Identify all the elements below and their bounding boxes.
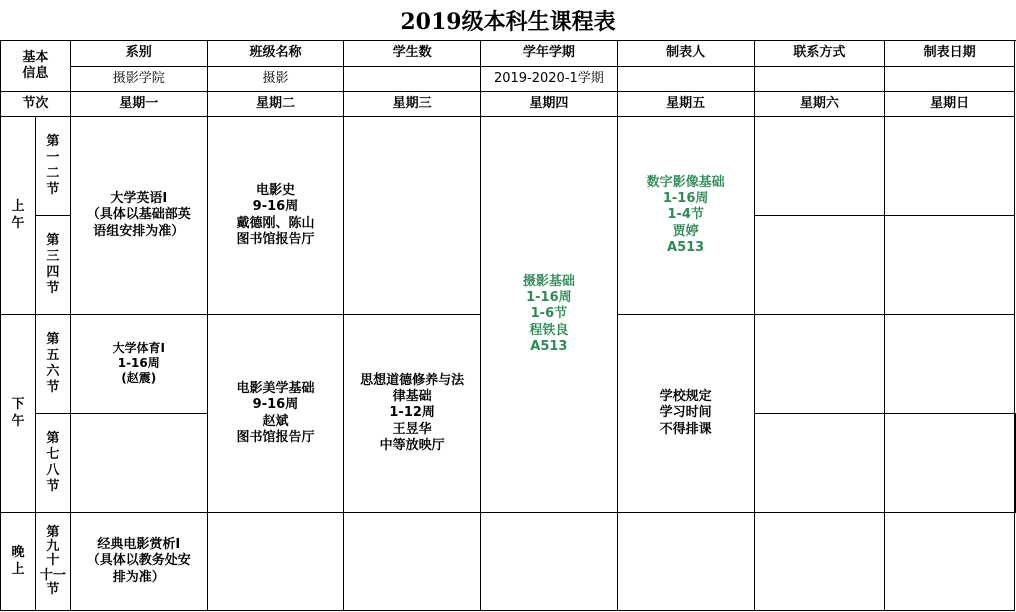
course-line: 摄影基础 [522,273,575,289]
period-5-6 [35,315,70,414]
notice-line: 学校规定 [659,389,712,405]
period-5-6-char: 第 [46,331,60,347]
course-monday-afternoon [70,315,207,414]
period-7-8-char: 七 [46,446,60,462]
period-3-4-char: 三 [46,248,60,264]
empty-cell [207,513,344,611]
course-line: （具体以教务处安 [86,553,191,569]
day-sunday: 星期日 [885,92,1015,117]
empty-cell [617,513,754,611]
period-header: 节次 [1,92,71,117]
segment-morning [1,117,36,315]
course-monday-morning [70,117,207,315]
period-9-11-char: 十 [46,553,60,569]
period-1-2-char: 节 [46,182,60,198]
day-monday: 星期一 [70,92,207,117]
course-line: （具体以基础部英 [86,207,191,223]
day-thursday: 星期四 [481,92,618,117]
empty-cell [70,414,207,513]
segment-evening-char2: 上 [11,561,25,577]
period-1-2-char: 第 [46,133,60,149]
course-line: 1-16周 [117,356,160,370]
period-1-2 [35,117,70,216]
empty-cell [885,216,1015,315]
course-line: 图书馆报告厅 [236,231,315,247]
segment-evening-char1: 晚 [11,545,25,561]
course-line: 经典电影赏析Ⅰ [97,537,181,553]
course-line: 数字影像基础 [646,174,725,190]
course-line: A513 [667,239,705,255]
empty-cell [344,513,481,611]
value-semester: 2019-2020-1学期 [481,67,618,92]
notice-line: 学习时间 [659,405,712,421]
period-3-4 [35,216,70,315]
header-creator: 制表人 [617,41,754,67]
day-tuesday: 星期二 [207,92,344,117]
segment-afternoon-char1: 下 [11,397,25,413]
course-line: 程铁良 [529,322,569,338]
period-9-11-char: 第 [46,524,60,540]
course-line: 贾婷 [672,223,699,239]
value-student-count [344,67,481,92]
notice-friday-afternoon [617,315,754,513]
header-date: 制表日期 [885,41,1015,67]
course-line: 思想道德修养与法 [360,372,465,388]
period-3-4-char: 节 [46,281,60,297]
value-creator [617,67,754,92]
period-7-8-char: 节 [46,479,60,495]
header-semester: 学年学期 [481,41,618,67]
segment-evening [1,513,36,611]
empty-cell [754,117,885,216]
empty-cell [885,117,1015,216]
course-line: A513 [530,338,568,354]
period-5-6-char: 五 [46,347,60,363]
empty-cell [481,513,618,611]
course-line: 图书馆报告厅 [236,429,315,445]
course-line: 9-16周 [252,199,299,215]
period-3-4-char: 四 [46,265,60,280]
course-line: 中等放映厅 [379,437,445,453]
empty-cell [754,315,885,414]
course-tuesday-afternoon [207,315,344,513]
course-line: 王昱华 [392,421,432,437]
empty-wednesday-morning [344,117,481,315]
empty-cell [1015,414,1016,513]
period-7-8-char: 八 [46,463,60,478]
course-line: 1-6节 [530,306,568,322]
segment-morning-char1: 上 [11,199,25,215]
basic-info-label [1,41,71,92]
empty-cell [754,216,885,315]
course-line: 大学体育Ⅰ [112,341,165,355]
schedule-table [0,40,1016,611]
period-9-11 [35,513,70,611]
course-line: 9-16周 [252,397,299,413]
basic-info-label-line2: 信息 [22,66,49,81]
period-9-11-char: 十一 [39,567,66,583]
period-1-2-char: 一 [46,149,60,165]
course-line: 1-4节 [667,207,704,223]
period-5-6-char: 六 [46,364,60,379]
empty-cell [754,513,885,611]
header-department: 系别 [70,41,207,67]
period-5-6-char: 节 [46,380,60,396]
empty-cell [885,414,1015,513]
course-line: 1-12周 [389,405,435,421]
period-3-4-char: 第 [46,232,60,248]
course-friday-morning [617,117,754,315]
course-line: 赵斌 [262,413,289,429]
period-7-8 [35,414,70,513]
course-thursday-allday [481,117,618,513]
period-9-11-char: 九 [46,539,60,555]
course-line: 排为准） [112,569,165,585]
period-7-8-char: 第 [46,430,60,446]
course-line: 电影美学基础 [236,381,315,396]
course-line: 语组安排为准） [93,223,185,239]
page-title: 2019级本科生课程表 [0,0,1016,41]
course-line: (赵震) [121,371,157,385]
course-line: 戴德刚、陈山 [236,215,315,231]
header-contact: 联系方式 [754,41,885,67]
header-class-name: 班级名称 [207,41,344,67]
course-line: 电影史 [255,183,295,198]
period-1-2-char: 二 [46,166,60,181]
course-tuesday-morning [207,117,344,315]
day-wednesday: 星期三 [344,92,481,117]
segment-afternoon [1,315,36,513]
day-friday: 星期五 [617,92,754,117]
day-saturday: 星期六 [754,92,885,117]
course-wednesday-afternoon [344,315,481,513]
course-line: 大学英语Ⅰ [110,191,168,207]
basic-info-label-line1: 基本 [22,49,49,65]
empty-cell [754,414,885,513]
course-line: 1-16周 [526,290,572,306]
value-department: 摄影学院 [70,67,207,92]
empty-cell [885,315,1015,414]
period-9-11-char: 节 [46,581,60,597]
course-line: 1-16周 [662,191,709,207]
segment-morning-char2: 午 [11,215,25,231]
value-contact [754,67,885,92]
header-student-count: 学生数 [344,41,481,67]
segment-afternoon-char2: 午 [11,413,25,429]
notice-line: 不得排课 [659,421,712,437]
course-monday-evening [70,513,207,611]
empty-cell [885,513,1015,611]
value-date [885,67,1015,92]
value-class-name: 摄影 [207,67,344,92]
course-line: 律基础 [392,389,432,405]
